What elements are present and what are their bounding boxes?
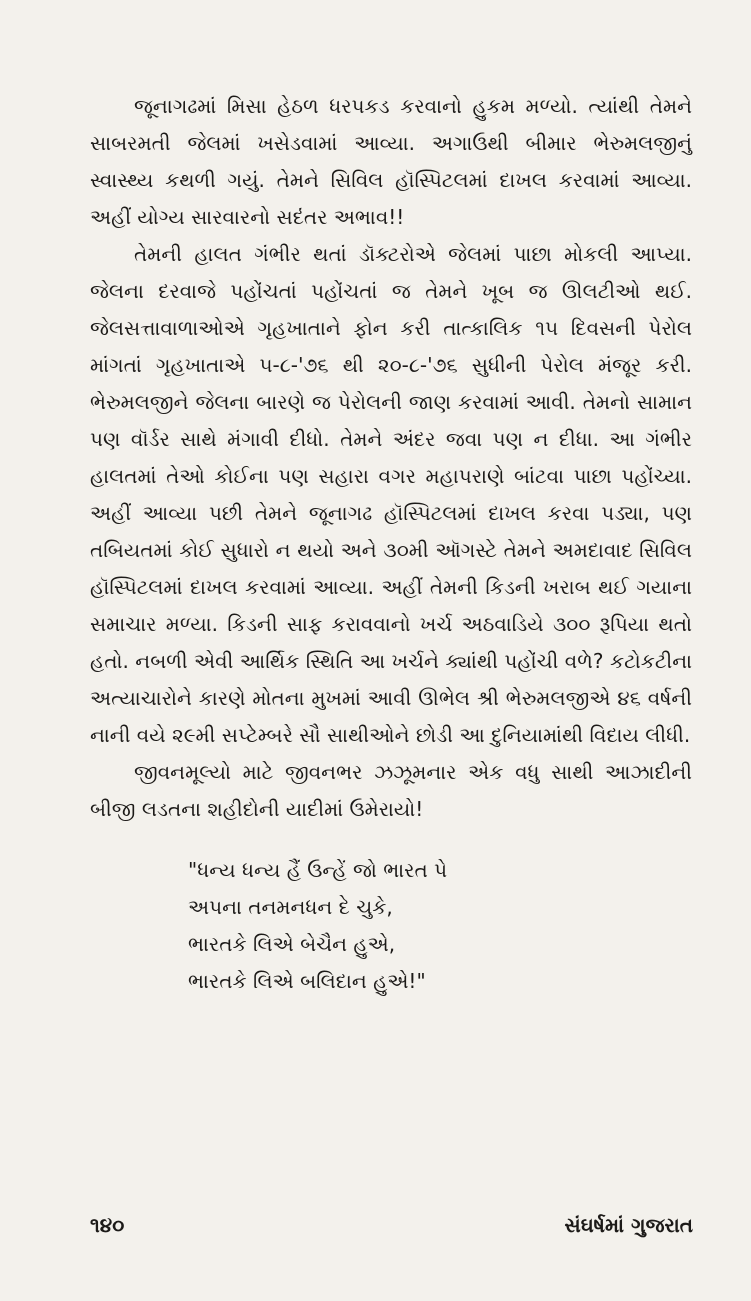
poem-quote [188,852,668,1000]
page-footer [90,1213,693,1243]
running-title: સંઘર્ષમાં ગુજરાત [564,1213,693,1237]
paragraph-3: જીવનમૂલ્યો માટે જીવનભર ઝઝૂમનાર એક વધુ સાથી આઝાદીની બીજી લડતના શહીદોની યાદીમાં ઉમેરાયો! [90,760,692,821]
page-number: ૧૪૦ [90,1213,125,1237]
poem-line-4: ભારતકે લિએ બલિદાન હુએ!" [188,969,426,993]
paragraph-1: જૂનાગઢમાં મિસા હેઠળ ધરપકડ કરવાનો હુકમ મળ્યો. ત્યાંથી તેમને સાબરમતી જેલમાં ખસેડવામાં આવ્યા. અગાઉથી બીમાર ભેરુમલજીનું સ્વાસ્થ્ય કથળી ગયું. તેમને સિવિલ હૉસ્પિટલમાં દાખલ કરવામાં આવ્યા. અહીં યોગ્ય સારવારનો સદંતર અભાવ!! [90,94,692,229]
poem-line-3: ભારતકે લિએ બેચૈન હુએ, [188,932,396,956]
poem-line-2: અપના તનમનધન દે ચુકે, [188,895,393,919]
body-text [90,88,692,828]
paragraph-2: તેમની હાલત ગંભીર થતાં ડૉક્ટરોએ જેલમાં પાછા મોકલી આપ્યા. જેલના દરવાજે પહોંચતાં પહોંચતાં જ તેમને ખૂબ જ ઊલટીઓ થઈ. જેલસત્તાવાળાઓએ ગૃહખાતાને ફોન કરી તાત્કાલિક ૧૫ દિવસની પેરોલ માંગતાં ગૃહખાતાએ ૫-૮-'૭૬ થી ૨૦-૮-'૭૬ સુધીની પેરોલ મંજૂર કરી. ભેરુમલજીને જેલના બારણે જ પેરોલની જાણ કરવામાં આવી. તેમનો સામાન પણ વૉર્ડર સાથે મંગાવી દીધો. તેમને અંદર જવા પણ ન દીધા. આ ગંભીર હાલતમાં તેઓ કોઈના પણ સહારા વગર મહાપરાણે બાંટવા પાછા પહોંચ્યા. અહીં આવ્યા પછી તેમને જૂનાગઢ હૉસ્પિટલમાં દાખલ કરવા પડ્યા, પણ તબિયતમાં કોઈ સુધારો ન થયો અને ૩૦મી ઑગસ્ટે તેમને અમદાવાદ સિવિલ હૉસ્પિટલમાં દાખલ કરવામાં આવ્યા. અહીં તેમની કિડની ખરાબ થઈ ગયાના સમાચાર મળ્યા. કિડની સાફ કરાવવાનો ખર્ચ અઠવાડિયે ૩૦૦ રૂપિયા થતો હતો. નબળી એવી આર્થિક સ્થિતિ આ ખર્ચને ક્યાંથી પહોંચી વળે? કટોકટીના અત્યાચારોને કારણે મોતના મુખમાં આવી ઊભેલ શ્રી ભેરુમલજીએ ૪૬ વર્ષની નાની વયે ૨૯મી સપ્ટેમ્બરે સૌ સાથીઓને છોડી આ દુનિયામાંથી વિદાય લીધી. [90,242,692,747]
poem-line-1: "ધન્ય ધન્ય હૈં ઉન્હેં જો ભારત પે [188,858,448,882]
